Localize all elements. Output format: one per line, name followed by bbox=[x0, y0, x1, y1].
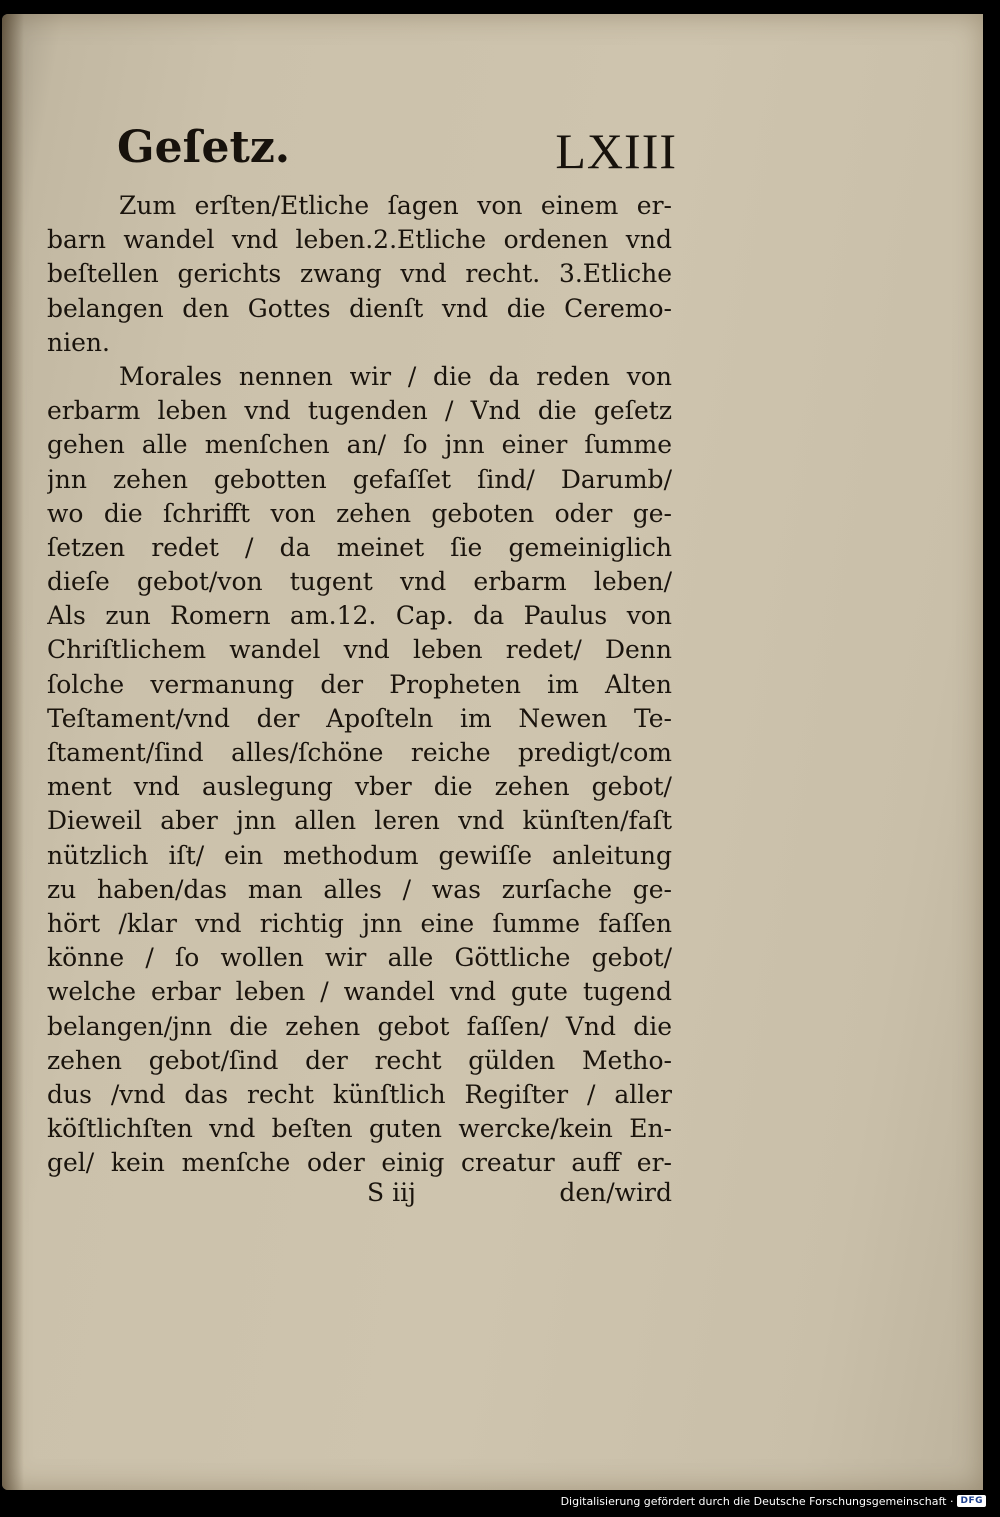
catchword: den/wird bbox=[559, 1178, 672, 1207]
text-line: gel/ kein menſche oder einig creatur auff er- bbox=[47, 1148, 672, 1178]
text-line: Dieweil aber jnn allen leren vnd künſten/faſt bbox=[47, 806, 672, 836]
text-line: Als zun Romern am.12. Cap. da Paulus von bbox=[47, 601, 672, 631]
body-text bbox=[47, 189, 672, 1180]
text-line: erbarm leben vnd tugenden / Vnd die geſetz bbox=[47, 396, 672, 426]
text-line: Teſtament/vnd der Apoſteln im Newen Te- bbox=[47, 703, 672, 733]
running-title: Geſetz. bbox=[117, 122, 291, 173]
text-line: gehen alle menſchen an/ ſo jnn einer ſumme bbox=[47, 430, 672, 460]
dfg-logo-icon: DFG bbox=[957, 1495, 986, 1507]
text-line: belangen den Gottes dienſt vnd die Ceremo- bbox=[47, 293, 672, 323]
digitization-credit bbox=[561, 1491, 986, 1511]
text-line: beſtellen gerichts zwang vnd recht. 3.Etliche bbox=[47, 259, 672, 289]
text-line: zehen gebot/ſind der recht gülden Metho- bbox=[47, 1045, 672, 1075]
text-line: Morales nennen wir / die da reden von bbox=[119, 361, 672, 391]
text-line: jnn zehen gebotten gefaſſet ſind/ Darumb/ bbox=[47, 464, 672, 494]
text-line: ſolche vermanung der Propheten im Alten bbox=[47, 669, 672, 699]
text-line: nützlich iſt/ ein methodum gewiſſe anleitung bbox=[47, 840, 672, 870]
book-page bbox=[2, 14, 983, 1490]
text-line: ment vnd auslegung vber die zehen gebot/ bbox=[47, 772, 672, 802]
text-line: wo die ſchrifft von zehen geboten oder ge- bbox=[47, 498, 672, 528]
text-line: köſtlichſten vnd beſten guten wercke/kein En- bbox=[47, 1114, 672, 1144]
text-line: Chriſtlichem wandel vnd leben redet/ Denn bbox=[47, 635, 672, 665]
text-line: könne / ſo wollen wir alle Göttliche gebot/ bbox=[47, 943, 672, 973]
page-fold-shadow bbox=[2, 14, 24, 1490]
page-header bbox=[117, 122, 677, 182]
text-line: ſetzen redet / da meinet ſie gemeiniglich bbox=[47, 532, 672, 562]
text-line: belangen/jnn die zehen gebot faſſen/ Vnd die bbox=[47, 1011, 672, 1041]
text-line: welche erbar leben / wandel vnd gute tugend bbox=[47, 977, 672, 1007]
text-line: ſtament/ſind alles/ſchöne reiche predigt/com bbox=[47, 738, 672, 767]
text-line: Zum erſten/Etliche ſagen von einem er- bbox=[119, 191, 672, 220]
text-line: nien. bbox=[47, 327, 110, 357]
text-line: hört /klar vnd richtig jnn eine ſumme faſſen bbox=[47, 908, 672, 938]
page-number: LXIII bbox=[555, 123, 677, 179]
catchword-line bbox=[367, 1178, 672, 1214]
text-line: dieſe gebot/von tugent vnd erbarm leben/ bbox=[47, 567, 672, 597]
text-line: dus /vnd das recht künſtlich Regiſter / aller bbox=[47, 1079, 672, 1109]
text-line: barn wandel vnd leben.2.Etliche ordenen vnd bbox=[47, 225, 672, 255]
text-line: zu haben/das man alles / was zurſache ge- bbox=[47, 874, 672, 904]
signature-mark: S iij bbox=[367, 1178, 416, 1207]
credit-text: Digitalisierung gefördert durch die Deutsche Forschungsgemeinschaft · bbox=[560, 1494, 954, 1508]
